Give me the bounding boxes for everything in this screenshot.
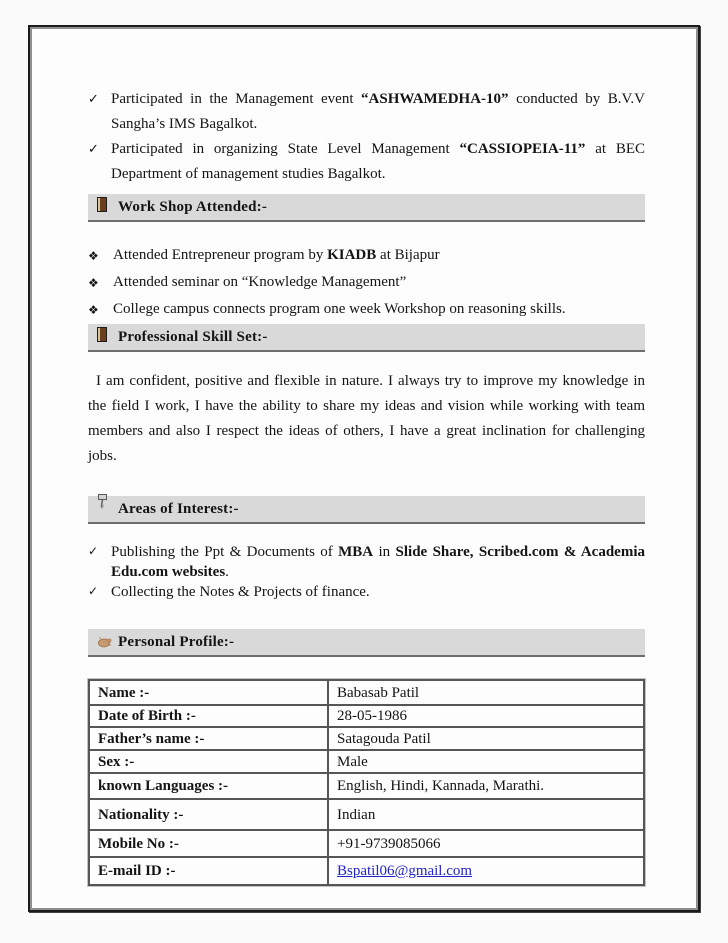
diamond-bullet-icon: ❖ — [88, 303, 99, 317]
profile-value: Babasab Patil — [328, 680, 644, 705]
checkmark-icon: ✓ — [88, 544, 99, 558]
section-title: Work Shop Attended:- — [118, 198, 268, 215]
resume-page — [28, 25, 700, 912]
workshop-text: College campus connects program one week Workshop on reasoning skills. — [113, 301, 566, 317]
achievement-bold: “ASHWAMEDHA-10” — [361, 91, 509, 107]
interest-text: Collecting the Notes & Projects of finance. — [111, 584, 370, 600]
section-header-skills — [88, 324, 645, 352]
profile-label: Sex :- — [89, 750, 328, 773]
profile-label: Nationality :- — [89, 799, 328, 830]
workshop-bold: KIADB — [327, 247, 377, 263]
interest-bold: Slide Share, Scribed.com & Academia Edu.com websites — [111, 544, 646, 580]
profile-value: Satagouda Patil — [328, 727, 644, 750]
table-row — [89, 830, 644, 857]
profile-value: 28-05-1986 — [328, 705, 644, 727]
profile-label: Father’s name :- — [89, 727, 328, 750]
table-row — [89, 799, 644, 830]
section-header-interests — [88, 496, 645, 524]
profile-value: Indian — [328, 799, 644, 830]
table-row — [89, 680, 644, 705]
section-title: Areas of Interest:- — [118, 500, 239, 517]
section-header-profile — [88, 629, 645, 657]
section-title: Personal Profile:- — [118, 633, 235, 650]
profile-label: Mobile No :- — [89, 830, 328, 857]
checkmark-icon: ✓ — [88, 584, 99, 598]
list-item — [88, 269, 645, 296]
table-row — [89, 705, 644, 727]
table-row — [89, 750, 644, 773]
table-row — [89, 773, 644, 799]
table-row — [89, 727, 644, 750]
profile-value — [328, 857, 644, 885]
checkmark-icon: ✓ — [88, 92, 99, 107]
table-row — [89, 857, 644, 885]
achievement-text: Participated in organizing State Level Management — [111, 141, 460, 157]
list-item — [88, 542, 645, 582]
page-content — [88, 27, 645, 886]
profile-label: E-mail ID :- — [89, 857, 328, 885]
profile-label: Date of Birth :- — [89, 705, 328, 727]
section-header-workshop — [88, 194, 645, 222]
list-item — [88, 582, 645, 602]
workshop-text: Attended Entrepreneur program by — [113, 247, 328, 263]
list-item — [88, 296, 645, 323]
hand-icon — [97, 632, 113, 644]
achievement-text: at BEC Department of management studies Bagalkot. — [111, 141, 646, 182]
interest-text: Publishing the Ppt & Documents of — [111, 544, 339, 560]
interests-list — [88, 542, 645, 602]
email-link[interactable]: Bspatil06@gmail.com — [337, 863, 473, 879]
achievement-bold: “CASSIOPEIA-11” — [459, 141, 586, 157]
profile-value: English, Hindi, Kannada, Marathi. — [328, 773, 644, 799]
interest-text: in — [373, 544, 396, 560]
profile-label: Name :- — [89, 680, 328, 705]
achievement-text: conducted by B.V.V Sangha’s IMS Bagalkot. — [111, 91, 645, 132]
diamond-bullet-icon: ❖ — [88, 276, 99, 290]
section-title: Professional Skill Set:- — [118, 328, 268, 345]
workshop-list — [88, 242, 645, 323]
personal-profile-table — [88, 679, 645, 886]
checkmark-icon: ✓ — [88, 142, 99, 157]
book-icon — [97, 327, 107, 342]
skills-paragraph: I am confident, positive and flexible in nature. I always try to improve my knowledge in the field I work, I have the ability to share my ideas and vision while working with team members and also I respect the ideas of others, I have a great inclination for challenging jobs. — [88, 373, 645, 464]
interest-text: . — [225, 564, 229, 580]
diamond-bullet-icon: ❖ — [88, 249, 99, 263]
workshop-text: Attended seminar on “Knowledge Management” — [113, 274, 407, 290]
list-item — [88, 137, 645, 187]
achievement-text: Participated in the Management event — [111, 91, 362, 107]
achievements-list — [88, 87, 645, 187]
profile-label: known Languages :- — [89, 773, 328, 799]
interest-bold: MBA — [338, 544, 374, 560]
workshop-text: at Bijapur — [376, 247, 440, 263]
book-icon — [97, 197, 107, 212]
list-item — [88, 87, 645, 137]
pushpin-icon — [97, 494, 108, 512]
profile-value: +91-9739085066 — [328, 830, 644, 857]
list-item — [88, 242, 645, 269]
profile-value: Male — [328, 750, 644, 773]
